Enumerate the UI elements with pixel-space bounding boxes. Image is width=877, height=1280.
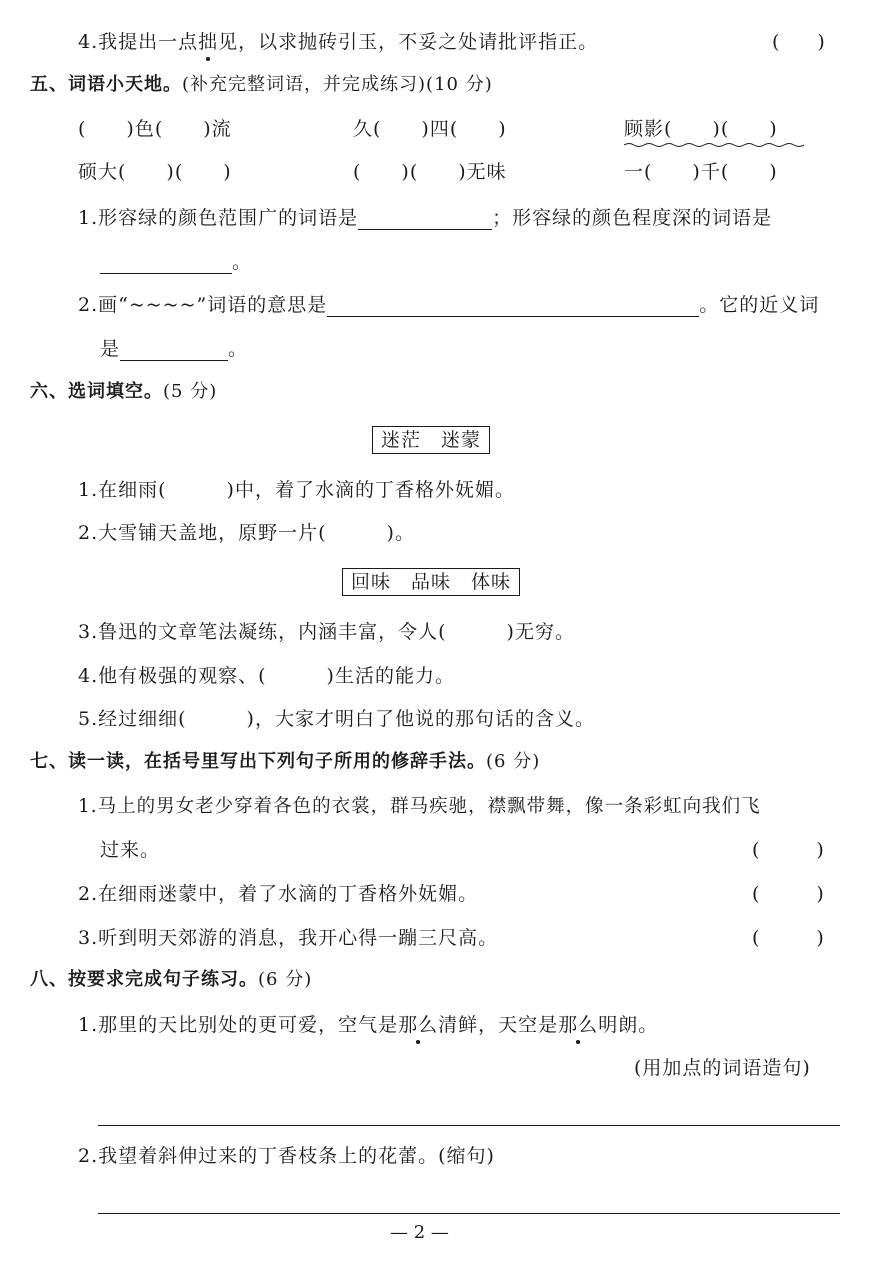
word-choice-box-1: 迷茫 迷蒙 — [372, 426, 490, 454]
s8-question-1-hint: (用加点的词语造句) — [634, 1057, 811, 1079]
s6-question-3[interactable]: 3.鲁迅的文章笔法凝练，内涵丰富，令人( )无穷。 — [78, 621, 575, 643]
answer-blank[interactable] — [358, 209, 492, 230]
wavy-mark: ~~~~ — [128, 294, 197, 316]
s8-question-1: 1.那里的天比别处的更可爱，空气是那么清鲜，天空是那么明朗。 — [78, 1014, 659, 1036]
word-fill-6[interactable]: 一( )千( ) — [624, 161, 778, 183]
answer-parentheses[interactable]: ( ) — [752, 883, 824, 905]
s5-question-1: 1.形容绿的颜色范围广的词语是 ；形容绿的颜色程度深的词语是 — [78, 207, 773, 229]
word-fill-1[interactable]: ( )色( )流 — [78, 118, 232, 140]
word-choice-box-2: 回味 品味 体味 — [342, 568, 520, 596]
section-5-heading: 五、词语小天地。(补充完整词语，并完成练习)(10 分) — [30, 74, 493, 95]
word-fill-5[interactable]: ( )( )无味 — [353, 161, 507, 183]
page-number: — 2 — — [390, 1222, 449, 1243]
answer-parentheses[interactable]: ( ) — [752, 839, 824, 861]
word-fill-3[interactable]: 顾影( )( ) — [624, 118, 778, 140]
s6-question-4[interactable]: 4.他有极强的观察、( )生活的能力。 — [78, 665, 455, 687]
answer-blank[interactable] — [120, 340, 228, 361]
s6-question-2[interactable]: 2.大雪铺天盖地，原野一片( )。 — [78, 522, 415, 544]
answer-parentheses[interactable]: ( ) — [772, 31, 825, 53]
emphasis-dot-char: 拙 — [198, 31, 219, 53]
word-fill-4[interactable]: 硕大( )( ) — [78, 161, 232, 183]
answer-line[interactable] — [98, 1125, 840, 1126]
s7-question-2: 2.在细雨迷蒙中，着了水滴的丁香格外妩媚。 — [78, 883, 479, 905]
section-8-heading: 八、按要求完成句子练习。(6 分) — [30, 969, 313, 990]
section-6-heading: 六、选词填空。(5 分) — [30, 381, 218, 402]
answer-blank[interactable] — [100, 253, 232, 274]
wavy-underline — [624, 142, 804, 148]
s5-question-1-cont: 。 — [100, 250, 252, 274]
s7-question-3: 3.听到明天郊游的消息，我开心得一蹦三尺高。 — [78, 927, 499, 949]
emphasis-dot-word: 那么 — [558, 1014, 599, 1036]
prev-question-4: 4.我提出一点拙见，以求抛砖引玉，不妥之处请批评指正。 — [78, 31, 599, 53]
s8-question-2: 2.我望着斜伸过来的丁香枝条上的花蕾。(缩句) — [78, 1145, 495, 1167]
answer-blank[interactable] — [327, 296, 699, 317]
s5-question-2: 2.画“~~~~”词语的意思是 。它的近义词 — [78, 294, 820, 316]
word-fill-2[interactable]: 久( )四( ) — [353, 118, 507, 140]
s6-question-1[interactable]: 1.在细雨( )中，着了水滴的丁香格外妩媚。 — [78, 479, 515, 501]
s7-question-1-cont: 过来。 — [100, 839, 161, 861]
section-7-heading: 七、读一读，在括号里写出下列句子所用的修辞手法。(6 分) — [30, 751, 541, 772]
emphasis-dot-word: 那么 — [398, 1014, 439, 1036]
s5-question-2-cont: 是 。 — [100, 338, 249, 360]
s6-question-5[interactable]: 5.经过细细( )，大家才明白了他说的那句话的含义。 — [78, 708, 595, 730]
s7-question-1: 1.马上的男女老少穿着各色的衣裳，群马疾驰，襟飘带舞，像一条彩虹向我们飞 — [78, 796, 761, 817]
answer-parentheses[interactable]: ( ) — [752, 927, 824, 949]
answer-line[interactable] — [98, 1213, 840, 1214]
